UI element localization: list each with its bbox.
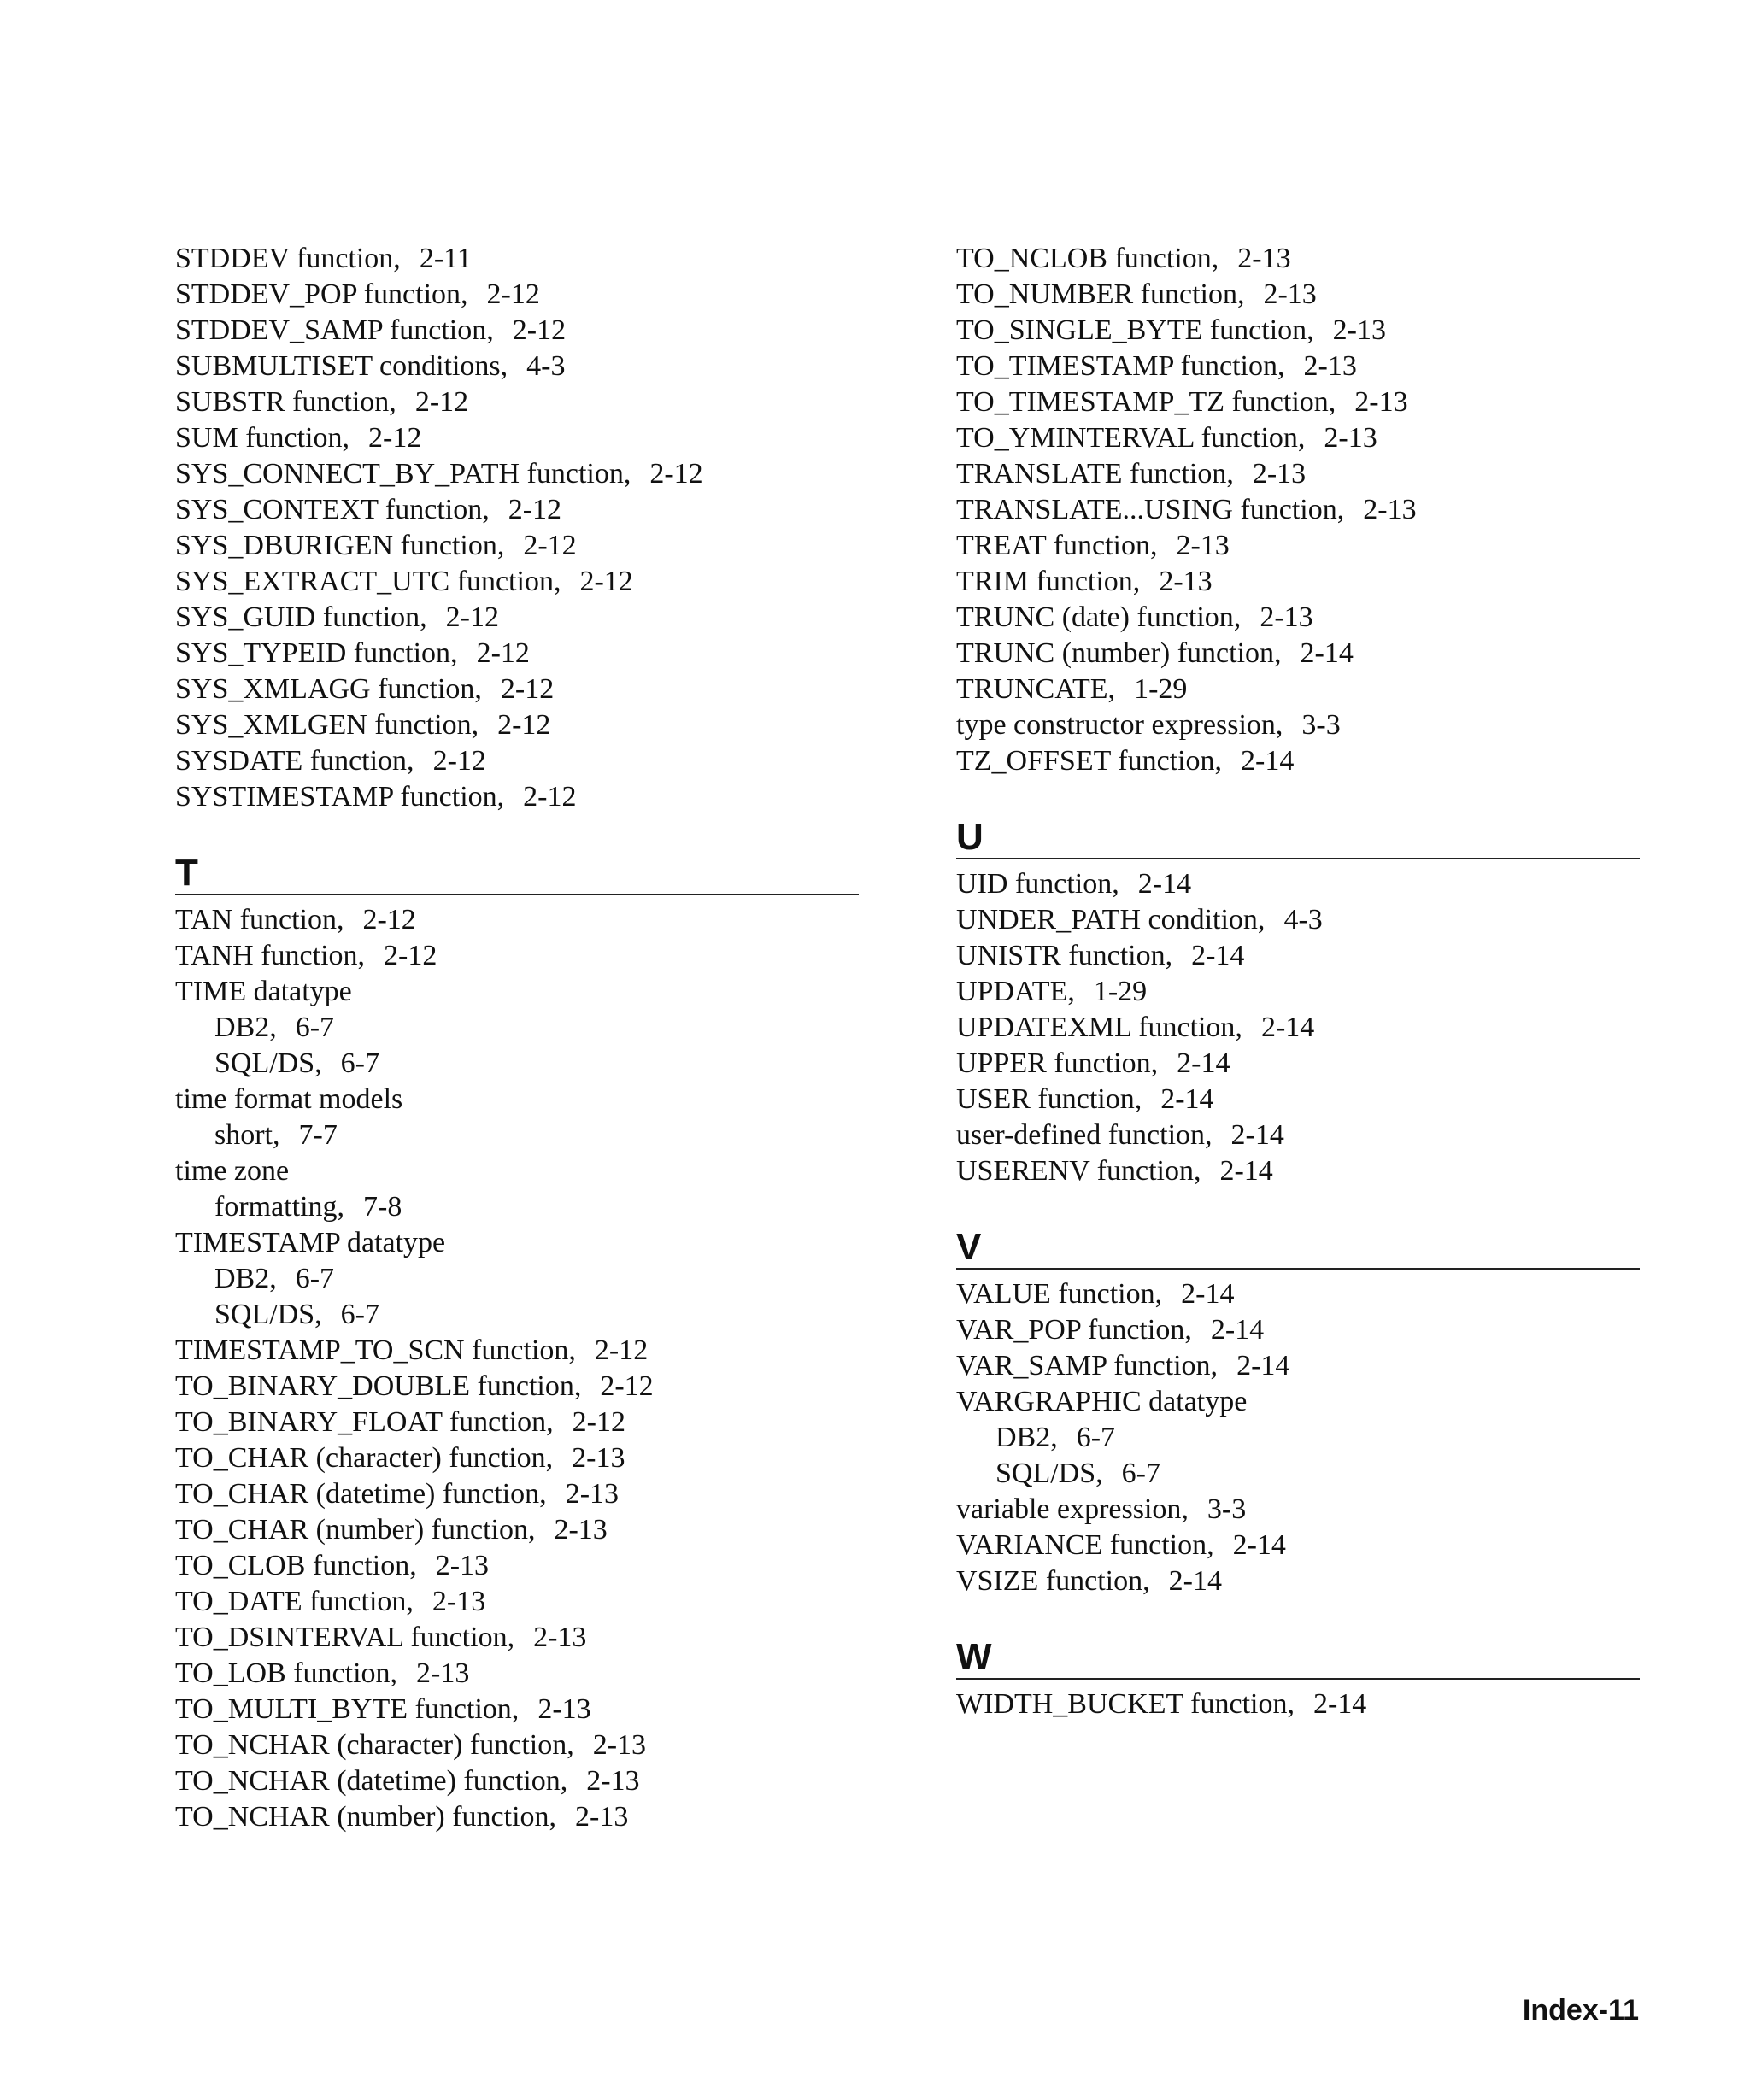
index-term: TIMESTAMP datatype xyxy=(175,1227,446,1258)
index-term: TO_CHAR (number) function, xyxy=(175,1514,536,1546)
index-term: TRUNC (date) function, xyxy=(956,601,1242,633)
page-reference-link[interactable]: 7-7 xyxy=(298,1119,338,1151)
index-entry xyxy=(956,672,1640,707)
index-subentry xyxy=(175,1117,859,1153)
page-reference-link[interactable]: 2-13 xyxy=(1252,458,1307,490)
index-term: UID function, xyxy=(956,868,1119,900)
index-entry xyxy=(175,1728,859,1763)
index-entry xyxy=(175,241,859,277)
index-term: TAN function, xyxy=(175,904,344,936)
page-reference-link[interactable]: 2-13 xyxy=(1159,566,1213,597)
index-entry xyxy=(956,241,1640,277)
index-entry xyxy=(956,902,1640,938)
index-entry xyxy=(175,492,859,528)
page-reference-link[interactable]: 6-7 xyxy=(1076,1422,1116,1453)
page-reference-link[interactable]: 2-14 xyxy=(1210,1314,1265,1346)
index-term: TO_TIMESTAMP_TZ function, xyxy=(956,386,1336,418)
index-term: TREAT function, xyxy=(956,530,1158,561)
index-term: SQL/DS, xyxy=(995,1458,1103,1489)
index-term: WIDTH_BUCKET function, xyxy=(956,1688,1295,1720)
index-subentry xyxy=(175,1189,859,1225)
index-entry xyxy=(175,1584,859,1620)
page-reference-link[interactable]: 2-12 xyxy=(432,745,486,777)
index-column-left xyxy=(175,241,859,1835)
index-entry xyxy=(956,1686,1640,1722)
index-term: time zone xyxy=(175,1155,290,1187)
page-reference-link[interactable]: 2-13 xyxy=(432,1586,486,1617)
index-term: TO_CLOB function, xyxy=(175,1550,417,1581)
index-entry xyxy=(956,1348,1640,1384)
index-term: UNISTR function, xyxy=(956,940,1173,971)
page-reference-link[interactable]: 3-3 xyxy=(1301,709,1341,741)
page-reference-link[interactable]: 2-13 xyxy=(554,1514,608,1546)
page-reference-link[interactable]: 2-12 xyxy=(572,1406,625,1438)
page-reference-link[interactable]: 2-12 xyxy=(497,709,551,741)
index-entry xyxy=(956,1492,1640,1528)
index-term: TO_BINARY_FLOAT function, xyxy=(175,1406,554,1438)
page-reference-link[interactable]: 2-13 xyxy=(1363,494,1417,525)
page-reference-link[interactable]: 2-12 xyxy=(508,494,562,525)
index-term: TO_CHAR (datetime) function, xyxy=(175,1478,547,1510)
index-entry xyxy=(175,277,859,313)
page-reference-link[interactable]: 2-12 xyxy=(523,781,577,812)
page-reference-link[interactable]: 2-13 xyxy=(1237,243,1291,274)
section-heading: V xyxy=(956,1227,1640,1270)
page-reference-link[interactable]: 2-12 xyxy=(486,279,540,310)
page-reference-link[interactable]: 6-7 xyxy=(340,1047,379,1079)
index-entry xyxy=(956,1384,1640,1420)
page-reference-link[interactable]: 1-29 xyxy=(1093,976,1148,1007)
index-entry xyxy=(175,743,859,779)
page-reference-link[interactable]: 2-14 xyxy=(1312,1688,1367,1720)
index-term: TO_NCHAR (number) function, xyxy=(175,1801,557,1833)
index-term: formatting, xyxy=(214,1191,345,1223)
index-term: short, xyxy=(214,1119,280,1151)
index-entry xyxy=(175,974,859,1010)
page-reference-link[interactable]: 2-12 xyxy=(649,458,703,490)
page-reference-link[interactable]: 2-12 xyxy=(414,386,469,418)
index-entry xyxy=(956,1117,1640,1153)
index-term: TANH function, xyxy=(175,940,366,971)
index-term: type constructor expression, xyxy=(956,709,1283,741)
page-reference-link[interactable]: 2-12 xyxy=(476,637,530,669)
index-term: STDDEV_POP function, xyxy=(175,279,468,310)
page-reference-link[interactable]: 2-14 xyxy=(1232,1529,1286,1561)
index-subentry xyxy=(956,1420,1640,1456)
index-entry xyxy=(175,600,859,636)
index-entry xyxy=(175,1799,859,1835)
index-subentry xyxy=(175,1046,859,1082)
index-subentry xyxy=(956,1456,1640,1492)
index-term: TO_MULTI_BYTE function, xyxy=(175,1693,520,1725)
index-term: SYS_DBURIGEN function, xyxy=(175,530,505,561)
index-term: TO_CHAR (character) function, xyxy=(175,1442,554,1474)
page-reference-link[interactable]: 4-3 xyxy=(526,350,566,382)
page-reference-link[interactable]: 2-12 xyxy=(362,904,416,936)
page-reference-link[interactable]: 2-12 xyxy=(594,1334,649,1366)
index-entry xyxy=(175,938,859,974)
index-entry xyxy=(956,1153,1640,1189)
index-entry xyxy=(956,1276,1640,1312)
page-reference-link[interactable]: 2-13 xyxy=(586,1765,640,1797)
index-term: TZ_OFFSET function, xyxy=(956,745,1223,777)
index-entry xyxy=(956,743,1640,779)
index-term: SYS_XMLAGG function, xyxy=(175,673,482,705)
index-term: UNDER_PATH condition, xyxy=(956,904,1266,936)
page-number: Index-11 xyxy=(1522,1994,1639,2027)
index-entry xyxy=(956,866,1640,902)
index-term: user-defined function, xyxy=(956,1119,1213,1151)
index-entry xyxy=(175,1153,859,1189)
index-entry xyxy=(175,1440,859,1476)
index-entry xyxy=(956,707,1640,743)
index-term: TO_NCHAR (character) function, xyxy=(175,1729,574,1761)
index-entry xyxy=(175,349,859,384)
index-term: SYS_CONNECT_BY_PATH function, xyxy=(175,458,631,490)
page-reference-link[interactable]: 2-13 xyxy=(575,1801,629,1833)
index-entry xyxy=(956,1010,1640,1046)
page-reference-link[interactable]: 2-12 xyxy=(523,530,577,561)
index-entry xyxy=(956,1312,1640,1348)
page-reference-link[interactable]: 2-14 xyxy=(1219,1155,1273,1187)
index-term: time format models xyxy=(175,1083,403,1115)
index-entry xyxy=(175,313,859,349)
index-term: TRUNCATE, xyxy=(956,673,1116,705)
index-entry xyxy=(175,672,859,707)
index-entry xyxy=(175,1512,859,1548)
index-term: TRIM function, xyxy=(956,566,1141,597)
index-term: TO_DATE function, xyxy=(175,1586,414,1617)
page-reference-link[interactable]: 1-29 xyxy=(1134,673,1188,705)
index-term: VAR_SAMP function, xyxy=(956,1350,1219,1381)
index-term: VALUE function, xyxy=(956,1278,1163,1310)
index-subentry xyxy=(175,1297,859,1333)
page-reference-link[interactable]: 2-14 xyxy=(1236,1350,1290,1381)
page-reference-link[interactable]: 2-13 xyxy=(435,1550,490,1581)
page-reference-link[interactable]: 2-13 xyxy=(1303,350,1357,382)
index-entry xyxy=(956,974,1640,1010)
page-reference-link[interactable]: 2-14 xyxy=(1137,868,1192,900)
index-entry xyxy=(956,1046,1640,1082)
page-reference-link[interactable]: 2-14 xyxy=(1160,1083,1214,1115)
page-reference-link[interactable]: 2-13 xyxy=(1263,279,1317,310)
index-term: SYSTIMESTAMP function, xyxy=(175,781,505,812)
page-reference-link[interactable]: 2-14 xyxy=(1191,940,1245,971)
index-term: SYSDATE function, xyxy=(175,745,414,777)
page-reference-link[interactable]: 2-13 xyxy=(1176,530,1230,561)
index-term: STDDEV_SAMP function, xyxy=(175,314,494,346)
index-term: DB2, xyxy=(214,1012,277,1043)
index-entry xyxy=(175,902,859,938)
index-entry xyxy=(956,600,1640,636)
index-entry xyxy=(175,1692,859,1728)
index-term: TIME datatype xyxy=(175,976,352,1007)
index-entry xyxy=(956,384,1640,420)
index-term: USERENV function, xyxy=(956,1155,1201,1187)
index-entry xyxy=(175,1333,859,1369)
index-entry xyxy=(175,1763,859,1799)
index-term: TIMESTAMP_TO_SCN function, xyxy=(175,1334,576,1366)
index-term: VAR_POP function, xyxy=(956,1314,1192,1346)
index-term: DB2, xyxy=(214,1263,277,1294)
index-entry xyxy=(956,277,1640,313)
index-term: USER function, xyxy=(956,1083,1142,1115)
section-heading: W xyxy=(956,1637,1640,1680)
index-term: UPDATEXML function, xyxy=(956,1012,1242,1043)
index-entry xyxy=(956,938,1640,974)
index-entry xyxy=(175,707,859,743)
index-term: DB2, xyxy=(995,1422,1058,1453)
index-term: TO_SINGLE_BYTE function, xyxy=(956,314,1314,346)
page-reference-link[interactable]: 2-12 xyxy=(500,673,555,705)
index-entry xyxy=(175,1405,859,1440)
index-entry xyxy=(175,1369,859,1405)
index-term: TO_BINARY_DOUBLE function, xyxy=(175,1370,582,1402)
page-reference-link[interactable]: 2-13 xyxy=(537,1693,591,1725)
page-reference-link[interactable]: 2-12 xyxy=(579,566,633,597)
page-reference-link[interactable]: 2-14 xyxy=(1260,1012,1315,1043)
index-entry xyxy=(956,456,1640,492)
index-entry xyxy=(956,420,1640,456)
page-reference-link[interactable]: 2-13 xyxy=(1260,601,1313,633)
index-term: SUBSTR function, xyxy=(175,386,396,418)
page-reference-link[interactable]: 2-13 xyxy=(416,1657,470,1689)
index-entry xyxy=(175,384,859,420)
page-reference-link[interactable]: 2-11 xyxy=(419,243,472,274)
index-term: TRANSLATE...USING function, xyxy=(956,494,1345,525)
index-term: TRUNC (number) function, xyxy=(956,637,1282,669)
index-term: STDDEV function, xyxy=(175,243,401,274)
index-entry xyxy=(956,564,1640,600)
page-reference-link[interactable]: 2-14 xyxy=(1230,1119,1284,1151)
index-entry xyxy=(956,528,1640,564)
index-term: TO_NCHAR (datetime) function, xyxy=(175,1765,568,1797)
index-term: variable expression, xyxy=(956,1493,1189,1525)
index-entry xyxy=(175,1620,859,1656)
index-term: VARGRAPHIC datatype xyxy=(956,1386,1248,1417)
index-term: SYS_EXTRACT_UTC function, xyxy=(175,566,561,597)
index-term: TO_NUMBER function, xyxy=(956,279,1245,310)
page-reference-link[interactable]: 2-13 xyxy=(592,1729,647,1761)
index-entry xyxy=(175,779,859,815)
page-reference-link[interactable]: 2-13 xyxy=(572,1442,625,1474)
index-term: UPPER function, xyxy=(956,1047,1159,1079)
section-heading: T xyxy=(175,853,859,895)
index-entry xyxy=(956,492,1640,528)
page-reference-link[interactable]: 2-14 xyxy=(1177,1047,1230,1079)
index-entry xyxy=(175,1548,859,1584)
index-term: TRANSLATE function, xyxy=(956,458,1234,490)
page-reference-link[interactable]: 2-13 xyxy=(1324,422,1377,454)
index-entry xyxy=(175,456,859,492)
index-entry xyxy=(175,1476,859,1512)
page-reference-link[interactable]: 6-7 xyxy=(295,1012,335,1043)
page-reference-link[interactable]: 7-8 xyxy=(363,1191,402,1223)
index-entry xyxy=(956,636,1640,672)
index-entry xyxy=(175,420,859,456)
index-term: VSIZE function, xyxy=(956,1565,1150,1597)
index-entry xyxy=(175,564,859,600)
index-entry xyxy=(175,1225,859,1261)
section-heading: U xyxy=(956,817,1640,859)
index-entry xyxy=(175,1082,859,1117)
page-reference-link[interactable]: 2-13 xyxy=(565,1478,620,1510)
page-reference-link[interactable]: 2-13 xyxy=(1354,386,1408,418)
page-reference-link[interactable]: 2-13 xyxy=(1332,314,1386,346)
index-entry xyxy=(956,313,1640,349)
page-reference-link[interactable]: 2-14 xyxy=(1241,745,1295,777)
index-term: TO_YMINTERVAL function, xyxy=(956,422,1306,454)
index-entry xyxy=(956,1082,1640,1117)
page-reference-link[interactable]: 2-12 xyxy=(384,940,438,971)
index-term: SYS_TYPEID function, xyxy=(175,637,458,669)
page-reference-link[interactable]: 4-3 xyxy=(1283,904,1323,936)
index-term: UPDATE, xyxy=(956,976,1075,1007)
page-reference-link[interactable]: 3-3 xyxy=(1207,1493,1247,1525)
index-term: TO_DSINTERVAL function, xyxy=(175,1622,515,1653)
index-term: VARIANCE function, xyxy=(956,1529,1214,1561)
index-subentry xyxy=(175,1010,859,1046)
page-reference-link[interactable]: 2-13 xyxy=(533,1622,587,1653)
index-term: SYS_XMLGEN function, xyxy=(175,709,479,741)
page-reference-link[interactable]: 6-7 xyxy=(340,1299,379,1330)
page-reference-link[interactable]: 2-12 xyxy=(445,601,499,633)
page-reference-link[interactable]: 2-14 xyxy=(1181,1278,1235,1310)
index-subentry xyxy=(175,1261,859,1297)
index-term: SUM function, xyxy=(175,422,349,454)
index-column-right xyxy=(956,241,1640,1722)
index-term: SQL/DS, xyxy=(214,1047,322,1079)
page-reference-link[interactable]: 2-14 xyxy=(1168,1565,1222,1597)
index-entry xyxy=(175,636,859,672)
page-reference-link[interactable]: 2-12 xyxy=(368,422,422,454)
index-term: SYS_CONTEXT function, xyxy=(175,494,490,525)
index-term: SQL/DS, xyxy=(214,1299,322,1330)
index-entry xyxy=(956,349,1640,384)
index-entry xyxy=(175,528,859,564)
page-reference-link[interactable]: 6-7 xyxy=(1121,1458,1160,1489)
index-entry xyxy=(956,1528,1640,1563)
index-entry xyxy=(956,1563,1640,1599)
index-term: SYS_GUID function, xyxy=(175,601,427,633)
index-term: TO_NCLOB function, xyxy=(956,243,1219,274)
index-term: TO_LOB function, xyxy=(175,1657,398,1689)
page-reference-link[interactable]: 2-12 xyxy=(600,1370,654,1402)
index-entry xyxy=(175,1656,859,1692)
index-term: SUBMULTISET conditions, xyxy=(175,350,508,382)
page-reference-link[interactable]: 2-14 xyxy=(1300,637,1354,669)
index-term: TO_TIMESTAMP function, xyxy=(956,350,1285,382)
page-reference-link[interactable]: 2-12 xyxy=(512,314,567,346)
page-reference-link[interactable]: 6-7 xyxy=(295,1263,335,1294)
